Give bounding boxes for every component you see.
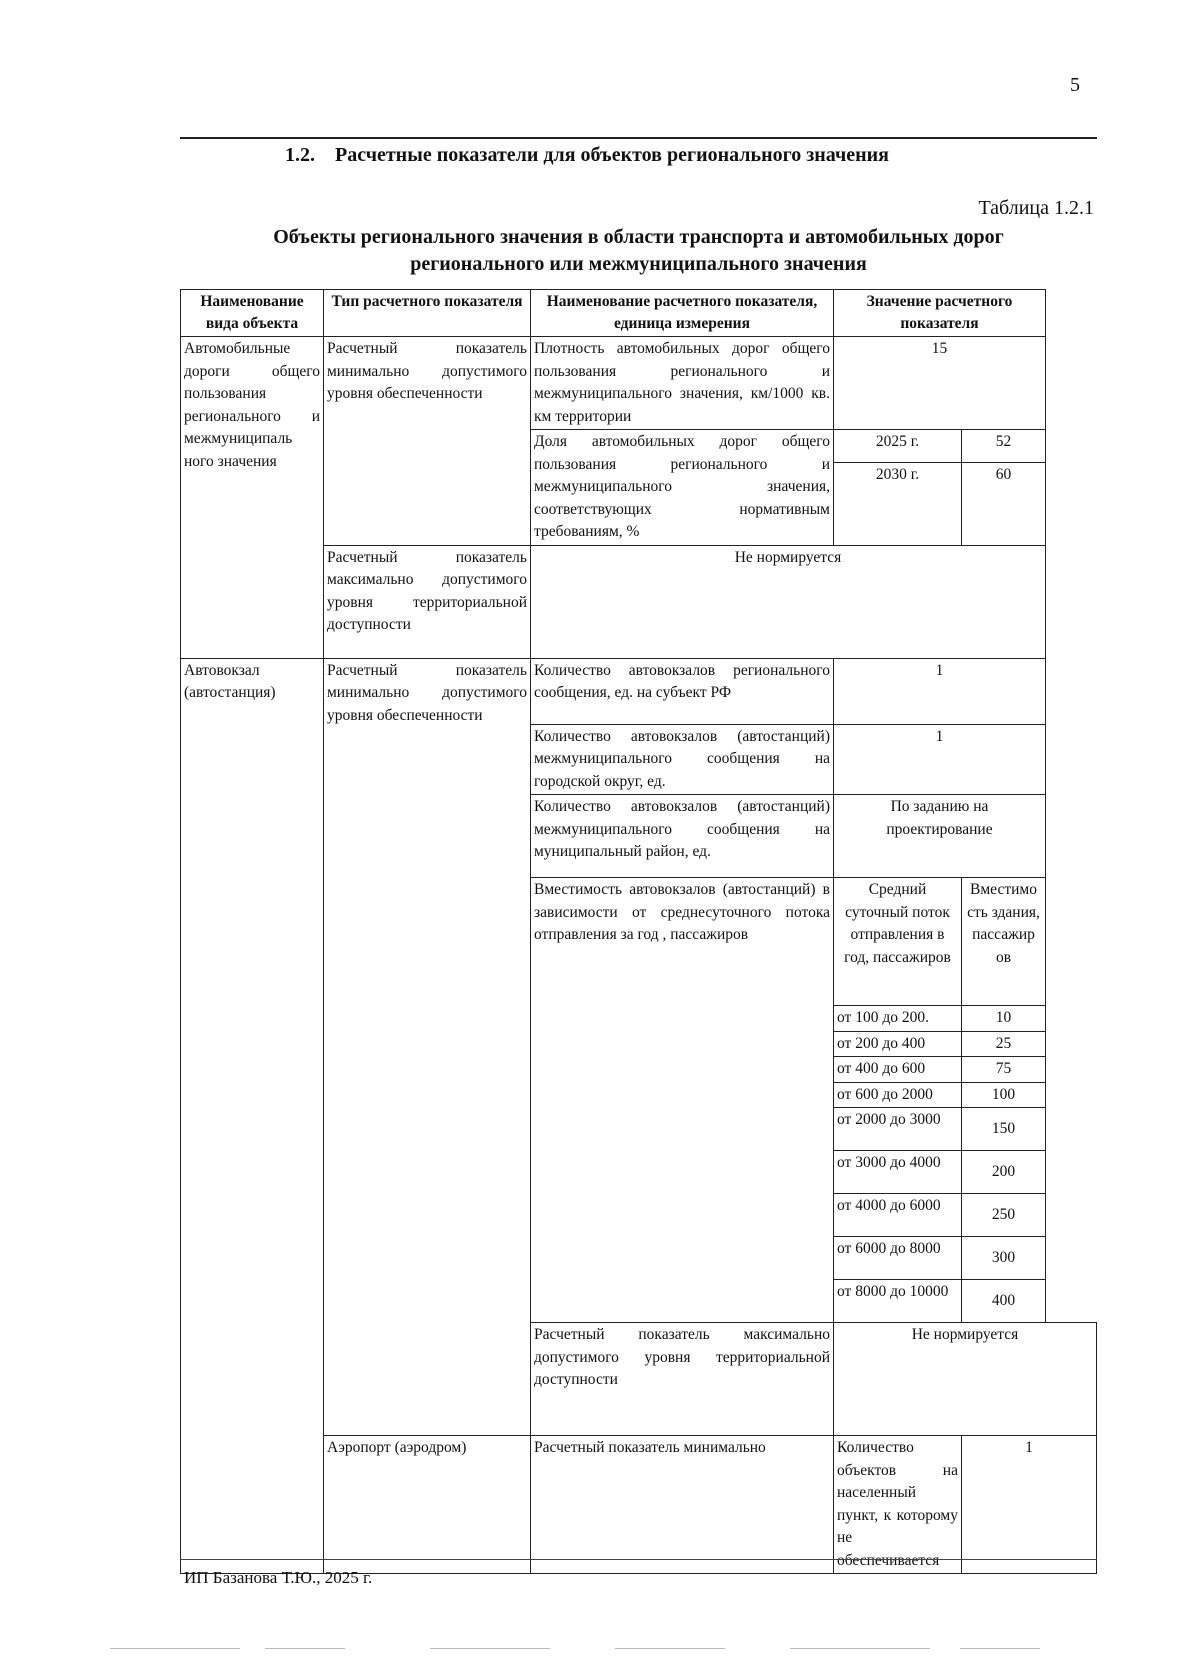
capacity-value: 250 (962, 1194, 1046, 1237)
roads-object: Автомобильные дороги общего пользования регионального и межмуниципаль ного значения (181, 337, 324, 659)
airport-object: Аэропорт (аэродром) (324, 1436, 531, 1574)
bus-item-name: Количество автовокзалов (автостанций) межмуниципального сообщения на муниципальный район, ед. (531, 795, 834, 878)
roads-density-value: 15 (834, 337, 1046, 430)
capacity-flow: от 8000 до 10000 (834, 1280, 962, 1323)
capacity-value: 150 (962, 1108, 1046, 1151)
capacity-value: 25 (962, 1031, 1046, 1057)
scan-artifact-line (960, 1648, 1040, 1649)
capacity-value: 100 (962, 1082, 1046, 1108)
airport-type-min: Расчетный показатель минимально (531, 1436, 834, 1574)
table-title-line2: регионального или межмуниципального значения (410, 253, 867, 275)
bus-capacity-name: Вместимость автовокзалов (автостанций) в зависимости от среднесуточного потока отправления за год , пассажиров (531, 878, 834, 1323)
capacity-value: 400 (962, 1280, 1046, 1323)
bus-type-max: Расчетный показатель максимально допустимого уровня территориальной доступности (531, 1323, 834, 1436)
scan-artifact-line (265, 1648, 345, 1649)
header-value: Значение расчетного показателя (834, 290, 1046, 337)
roads-type-min: Расчетный показатель минимально допустимого уровня обеспеченности (324, 337, 531, 546)
roads-density-name: Плотность автомобильных дорог общего пользования регионального и межмуниципального значения, км/1000 кв. км территории (531, 337, 834, 430)
capacity-flow: от 400 до 600 (834, 1057, 962, 1083)
roads-type-max: Расчетный показатель максимально допустимого уровня территориальной доступности (324, 545, 531, 658)
section-title-text: Расчетные показатели для объектов регионального значения (335, 144, 889, 166)
share-year: 2030 г. (834, 462, 962, 545)
header-object: Наименование вида объекта (181, 290, 324, 337)
scan-artifact-line (430, 1648, 550, 1649)
capacity-flow: от 6000 до 8000 (834, 1237, 962, 1280)
roads-share-name: Доля автомобильных дорог общего пользования регионального и межмуниципального значения, соответствующих нормативным требованиям, % (531, 430, 834, 546)
bus-item-name: Количество автовокзалов регионального сообщения, ед. на субъект РФ (531, 658, 834, 724)
header-type: Тип расчетного показателя (324, 290, 531, 337)
capacity-value: 75 (962, 1057, 1046, 1083)
share-value: 60 (962, 462, 1046, 545)
scan-artifact-line (615, 1648, 725, 1649)
capacity-value: 300 (962, 1237, 1046, 1280)
table-title-line1: Объекты регионального значения в области транспорта и автомобильных дорог (273, 226, 1004, 248)
section-number: 1.2. (285, 144, 315, 166)
table-row (181, 658, 1097, 724)
roads-not-normed: Не нормируется (531, 545, 1046, 658)
capacity-flow: от 200 до 400 (834, 1031, 962, 1057)
bus-item-value: По заданию на проектирование (834, 795, 1046, 878)
table-header-row (181, 290, 1097, 337)
bus-item-name: Количество автовокзалов (автостанций) межмуниципального сообщения на городской округ, ед. (531, 724, 834, 795)
table-title (180, 224, 1097, 278)
bus-item-value: 1 (834, 658, 1046, 724)
capacity-flow: от 3000 до 4000 (834, 1151, 962, 1194)
page-number: 5 (1070, 74, 1080, 96)
header-rule (180, 137, 1097, 139)
capacity-col1-header: Средний суточный поток отправления в год, пассажиров (834, 878, 962, 1006)
section-title (285, 144, 889, 167)
bus-type-min: Расчетный показатель минимально допустимого уровня обеспеченности (324, 658, 531, 1436)
capacity-value: 200 (962, 1151, 1046, 1194)
footer-rule (180, 1559, 1097, 1560)
header-name: Наименование расчетного показателя, единица измерения (531, 290, 834, 337)
scan-artifact-line (110, 1648, 240, 1649)
capacity-col2-header: Вместимо сть здания, пассажир ов (962, 878, 1046, 1006)
bus-not-normed: Не нормируется (834, 1323, 1097, 1436)
bus-object: Автовокзал (автостанция) (181, 658, 324, 1574)
scan-artifact-line (790, 1648, 930, 1649)
share-value: 52 (962, 430, 1046, 463)
capacity-flow: от 4000 до 6000 (834, 1194, 962, 1237)
airport-name: Количество объектов на населенный пункт, к которому не обеспечивается (834, 1436, 962, 1574)
capacity-flow: от 100 до 200. (834, 1006, 962, 1032)
airport-value: 1 (962, 1436, 1097, 1574)
capacity-flow: от 600 до 2000 (834, 1082, 962, 1108)
table-row (181, 337, 1097, 430)
footer-text: ИП Базанова Т.Ю., 2025 г. (184, 1568, 373, 1587)
capacity-value: 10 (962, 1006, 1046, 1032)
bus-item-value: 1 (834, 724, 1046, 795)
share-year: 2025 г. (834, 430, 962, 463)
table-label: Таблица 1.2.1 (978, 197, 1094, 219)
indicators-table (180, 289, 1097, 1574)
capacity-flow: от 2000 до 3000 (834, 1108, 962, 1151)
